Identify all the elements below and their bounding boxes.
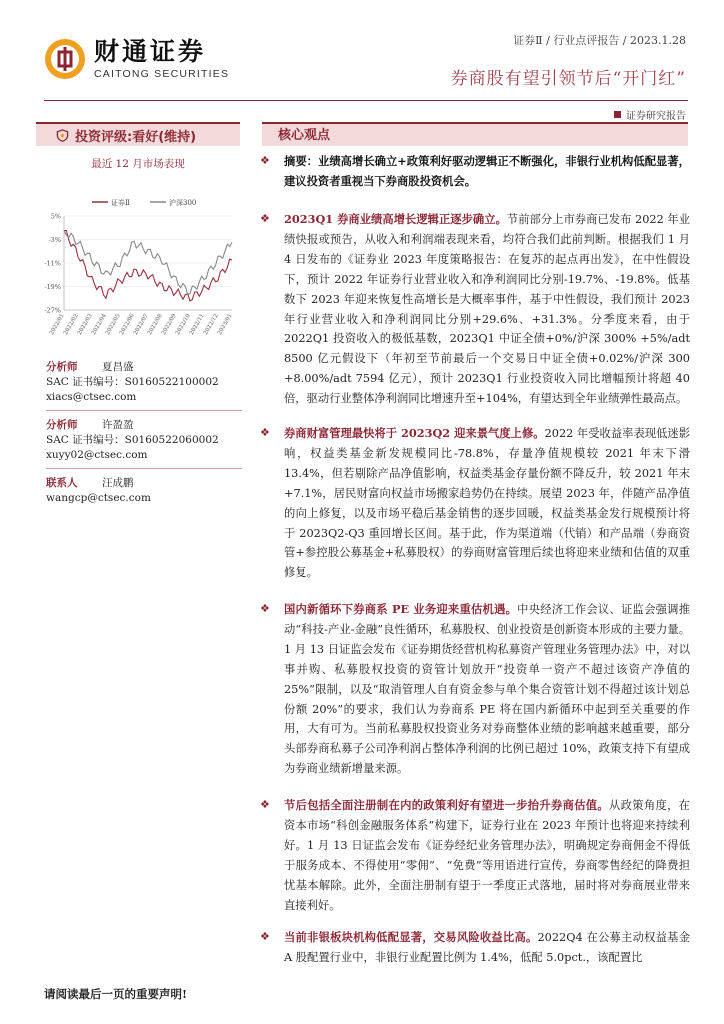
- report-type: [614, 107, 686, 122]
- legend-label: 证券Ⅱ: [111, 199, 130, 207]
- market-performance-chart: [36, 194, 240, 346]
- chart-legend: [92, 198, 196, 207]
- x-tick-label: 2022/10: [174, 313, 192, 337]
- analyst-role: 分析师: [46, 419, 78, 431]
- diamond-bullet-icon: ❖: [260, 154, 270, 167]
- x-tick-label: 2022/07: [132, 313, 150, 337]
- report-breadcrumb: 证券Ⅱ / 行业点评报告 / 2023.1.28: [513, 34, 686, 47]
- point-text: 从政策角度，在资本市场“科创金融服务体系”构建下，证券行业在 2023 年预计也将迎来持续利好。1 月 13 日证监会发布《证券经纪业务管理办法》，明确规定券商佣金不得低于服务成本、不得使用“零佣”、“免费”等用语进行宣传，券商零售经纪的降费担忧基本解除。此外，全面注册制有望于一季度正式落地，届时将对券商展业带来直接利好。: [284, 799, 690, 912]
- summary-text: 业绩高增长确立+政策利好驱动逻辑正不断强化，非银行业机构低配显著，建议投资者重视当下券商股投资机会。: [284, 154, 690, 188]
- report-type-label: 证券研究报告: [626, 111, 686, 122]
- chart-grid: [64, 216, 232, 310]
- analyst-cert: SAC 证书编号：S0160522100002: [46, 376, 219, 388]
- chart-title: 最近 12 月市场表现: [91, 158, 185, 170]
- point-2: [260, 424, 690, 583]
- square-icon: [614, 111, 621, 118]
- core-section-header: [262, 122, 688, 146]
- x-tick-label: 2022/02: [62, 313, 80, 337]
- analyst-email[interactable]: xiacs@ctsec.com: [46, 391, 137, 403]
- x-tick-label: 2022/03: [76, 313, 94, 337]
- brand-name-cn: 财通证券: [94, 37, 207, 66]
- analyst-email[interactable]: xuyy02@ctsec.com: [46, 449, 148, 461]
- contact: [46, 476, 242, 506]
- contact-name: 汪成鹏: [102, 477, 134, 489]
- point-3: [260, 600, 690, 779]
- x-tick-label: 2022/04: [90, 313, 108, 337]
- point-text: 节前部分上市券商已发布 2022 年业绩快报或预告，从收入和利润端表现来看，均符合我们此前判断。根据我们 1 月 4 日发布的《证券业 2023 年度策略报告：在复苏的起点再出发》，在中性假设下，预计 2022 年证券行业营业收入和净利润同比分别-19.7%、-19.8%。低基数下 2023 年迎来恢复性高增长是大概率事件，基于中性假设，我们预计 2023 年行业营业收入和净利润同比分别+29.6%、+31.3%。分季度来看，由于 2022Q1 投资收入的极低基数，2023Q1 中证全债+0%/沪深 300% +5%/adt 8500 亿元假设下（年初至节前最后一个交易日中证全债+0.02%/沪深 300 +8.00%/adt 7594 亿元），预计 2023Q1 行业投资收入同比增幅预计将超 40 倍，驱动行业整体净利润同比增速升至+104%，有望达到全年业绩弹性最高点。: [284, 213, 690, 406]
- analyst-name: 许盈盈: [102, 419, 134, 431]
- chart-x-ticks: [49, 313, 234, 337]
- chart-y-ticks: [44, 213, 61, 315]
- analyst-divider: [46, 410, 242, 411]
- point-5: [260, 928, 690, 968]
- analyst-cert: SAC 证书编号：S0160522060002: [46, 434, 219, 446]
- contact-role: 联系人: [46, 477, 78, 489]
- caitong-logo-icon: [44, 38, 86, 80]
- series-line: [64, 231, 232, 301]
- brand-logo: [44, 38, 229, 80]
- header-divider: [44, 100, 688, 101]
- point-heading: 券商财富管理最快将于 2023Q2 迎来景气度上修。: [284, 426, 545, 440]
- y-tick-label: 5%: [50, 212, 61, 221]
- point-4: [260, 796, 690, 915]
- summary-paragraph: [260, 152, 690, 192]
- x-tick-label: 2022/05: [104, 313, 122, 337]
- y-tick-label: -3%: [48, 236, 61, 244]
- x-tick-label: 2022/12: [202, 313, 220, 337]
- point-heading: 节后包括全面注册制在内的政策利好有望进一步抬升券商估值。: [284, 798, 610, 812]
- analyst-name: 夏昌盛: [102, 361, 134, 373]
- analyst-role: 分析师: [46, 361, 78, 373]
- x-tick-label: 2022/06: [118, 313, 136, 337]
- summary-label: 摘要：: [284, 154, 318, 168]
- legend-label: 沪深300: [169, 199, 197, 207]
- point-heading: 国内新循环下券商系 PE 业务迎来重估机遇。: [284, 602, 518, 616]
- brand-name-en: CAITONG SECURITIES: [94, 68, 230, 80]
- rating-label: 投资评级:看好(维持): [75, 129, 197, 145]
- diamond-bullet-icon: ❖: [260, 212, 270, 225]
- point-text: 中央经济工作会议、证监会强调推动“科技-产业-金融”良性循环，私募股权、创业投资是创新资本形成的主要力量。1 月 13 日证监会发布《证券期货经营机构私募资产管理业务管理办法》中，对以事并购、私募股权投资的资管计划放开“投资单一资产不超过该资产净值的 25%”限制，以及“取消管理人自有资金参与单个集合资管计划不得超过该计划总份额 20%”的要求，我们认为券商系 PE 将在国内新循环中起到至关重要的作用，大有可为。当前私募股权投资业务对券商整体业绩的影响越来越重要，部分头部券商私募子公司净利润占整体净利润的比例已超过 10%，政策支持下有望成为券商业绩新增量来源。: [284, 603, 690, 776]
- analyst-1: [46, 360, 242, 411]
- point-1: [260, 210, 690, 409]
- x-tick-label: 2022/01: [48, 313, 66, 337]
- shield-icon: [56, 129, 69, 142]
- disclaimer-note: 请阅读最后一页的重要声明!: [44, 987, 188, 1001]
- analyst-2: [46, 418, 242, 469]
- diamond-bullet-icon: ❖: [260, 930, 270, 943]
- point-text: 2022 年受收益率表现低迷影响，权益类基金新发规模同比-78.8%，存量净值规模较 2021 年末下滑 13.4%，但若剔除产品净值影响，权益类基金存量份额不降反升，较 2021 年末+7.1%，居民财富向权益市场搬家趋势仍在持续。展望 2023 年，伴随产品净值的向上修复，以及市场平稳后基金销售的逐步回暖，权益类基金发行规模预计将于 2023Q2-Q3 重回增长区间。基于此，作为渠道端（代销）和产品端（券商资管+参控股公募基金+私募股权）的券商财富管理后续也将迎来业绩和估值的双重修复。: [284, 427, 690, 580]
- chart-lines: [64, 231, 232, 301]
- analyst-divider: [46, 468, 242, 469]
- y-tick-label: -19%: [44, 283, 61, 291]
- series-line: [64, 231, 232, 294]
- point-heading: 当前非银板块机构低配显著，交易风险收益比高。: [284, 930, 538, 944]
- core-section-title: 核心观点: [278, 128, 331, 143]
- contact-email[interactable]: wangcp@ctsec.com: [46, 492, 151, 504]
- x-tick-label: 2022/11: [188, 313, 206, 337]
- rating-bar: [36, 122, 240, 146]
- x-tick-label: 2023/01: [216, 313, 234, 337]
- report-title: 券商股有望引领节后“开门红”: [450, 69, 686, 89]
- y-tick-label: -27%: [44, 306, 61, 315]
- point-text: 2022Q4 在公募主动权益基金 A 股配置行业中，非银行业配置比例为 1.4%，低配 5.0pct.，该配置比: [284, 931, 690, 964]
- x-tick-label: 2022/09: [160, 313, 178, 337]
- diamond-bullet-icon: ❖: [260, 798, 270, 811]
- diamond-bullet-icon: ❖: [260, 426, 270, 439]
- y-tick-label: -11%: [44, 259, 61, 268]
- x-tick-label: 2022/08: [146, 313, 164, 337]
- diamond-bullet-icon: ❖: [260, 602, 270, 615]
- point-heading: 2023Q1 券商业绩高增长逻辑正逐步确立。: [284, 212, 507, 226]
